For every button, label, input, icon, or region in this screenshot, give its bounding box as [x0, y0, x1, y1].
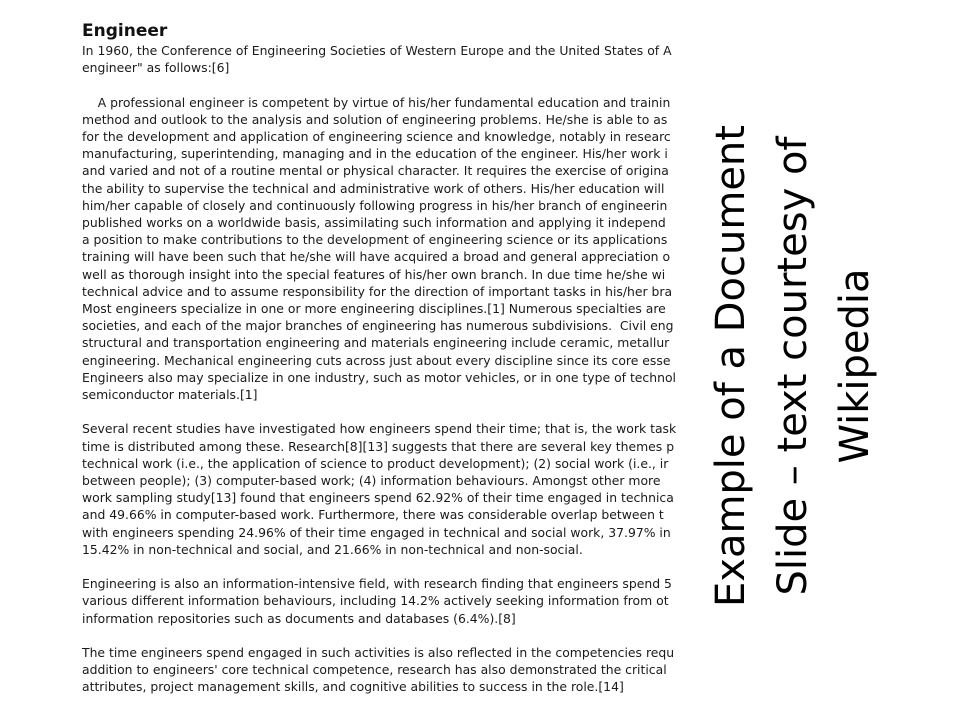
document-line: with engineers spending 24.96% of their time engaged in technical and social work, 37.97% in	[82, 524, 671, 540]
document-line: attributes, project management skills, and cognitive abilities to success in the role.[14]	[82, 679, 624, 695]
document-line: Most engineers specialize in one or more engineering disciplines.[1] Numerous specialties are	[82, 301, 666, 317]
document-line: technical advice and to assume responsibility for the direction of important tasks in his/her bra	[82, 283, 673, 299]
document-line: work sampling study[13] found that engineers spend 62.92% of their time engaged in technica	[82, 490, 674, 506]
document-line: engineer" as follows:[6]	[82, 60, 230, 76]
slide-title-line-3: Wikipedia	[832, 268, 878, 464]
slide-title-line-2: Slide – text courtesy of	[770, 136, 816, 596]
document-line: societies, and each of the major branches of engineering has numerous subdivisions. Civil eng	[82, 318, 674, 334]
document-line: Engineering is also an information-intensive field, with research finding that engineers spend 5	[82, 576, 672, 592]
document-line: a position to make contributions to the development of engineering science or its applications	[82, 232, 668, 248]
document-line: manufacturing, superintending, managing and in the education of the engineer. His/her work i	[82, 146, 668, 162]
document-line: structural and transportation engineering and materials engineering include ceramic, metallur	[82, 335, 670, 351]
document-line: well as thorough insight into the special features of his/her own branch. In due time he/she wi	[82, 266, 666, 282]
document-line: published works on a worldwide basis, assimilating such information and applying it independ	[82, 215, 666, 231]
paragraph-gap	[82, 76, 686, 93]
document-line: and varied and not of a routine mental or physical character. It requires the exercise of origina	[82, 163, 669, 179]
document-line: the ability to supervise the technical and administrative work of others. His/her education will	[82, 180, 665, 196]
document-line: semiconductor materials.[1]	[82, 387, 258, 403]
document-line: method and outlook to the analysis and solution of engineering problems. He/she is able to as	[82, 111, 668, 127]
document-line: engineering. Mechanical engineering cuts across just about every discipline since its core esse	[82, 352, 671, 368]
document-line: addition to engineers' core technical competence, research has also demonstrated the critical	[82, 662, 667, 678]
document-line: In 1960, the Conference of Engineering Societies of Western Europe and the United States of A	[82, 43, 672, 58]
paragraph-gap	[82, 627, 686, 644]
document-panel	[82, 20, 686, 710]
document-line: him/her capable of closely and continuously following progress in his/her branch of engineerin	[82, 197, 668, 213]
slide-title	[700, 86, 890, 646]
document-title: Engineer	[82, 21, 168, 41]
document-line: and 49.66% in computer-based work. Furthermore, there was considerable overlap between t	[82, 507, 664, 523]
document-line: technical work (i.e., the application of science to product development); (2) social work (i.e., ir	[82, 455, 669, 471]
paragraph-gap	[82, 558, 686, 575]
slide-title-rotated	[700, 86, 890, 646]
document-line: 15.42% in non-technical and social, and 21.66% in non-technical and non-social.	[82, 541, 583, 557]
document-line: The time engineers spend engaged in such activities is also reflected in the competencies requ	[82, 645, 675, 661]
document-line: Engineers also may specialize in one industry, such as motor vehicles, or in one type of technol	[82, 369, 676, 385]
document-line: A professional engineer is competent by virtue of his/her fundamental education and trainin	[82, 94, 671, 110]
paragraph-gap	[82, 403, 686, 420]
document-body	[82, 42, 686, 696]
document-line: between people); (3) computer-based work; (4) information behaviours. Amongst other more	[82, 473, 661, 489]
document-line: for the development and application of engineering science and knowledge, notably in researc	[82, 129, 671, 144]
document-line: training will have been such that he/she will have acquired a broad and general appreciation o	[82, 249, 671, 265]
slide-title-line-1: Example of a Document	[708, 125, 754, 607]
document-line: Several recent studies have investigated how engineers spend their time; that is, the work task	[82, 421, 677, 437]
document-line: various different information behaviours, including 14.2% actively seeking information from ot	[82, 593, 669, 609]
document-line: information repositories such as documents and databases (6.4%).[8]	[82, 610, 516, 626]
document-line: time is distributed among these. Research[8][13] suggests that there are several key themes p	[82, 438, 675, 454]
